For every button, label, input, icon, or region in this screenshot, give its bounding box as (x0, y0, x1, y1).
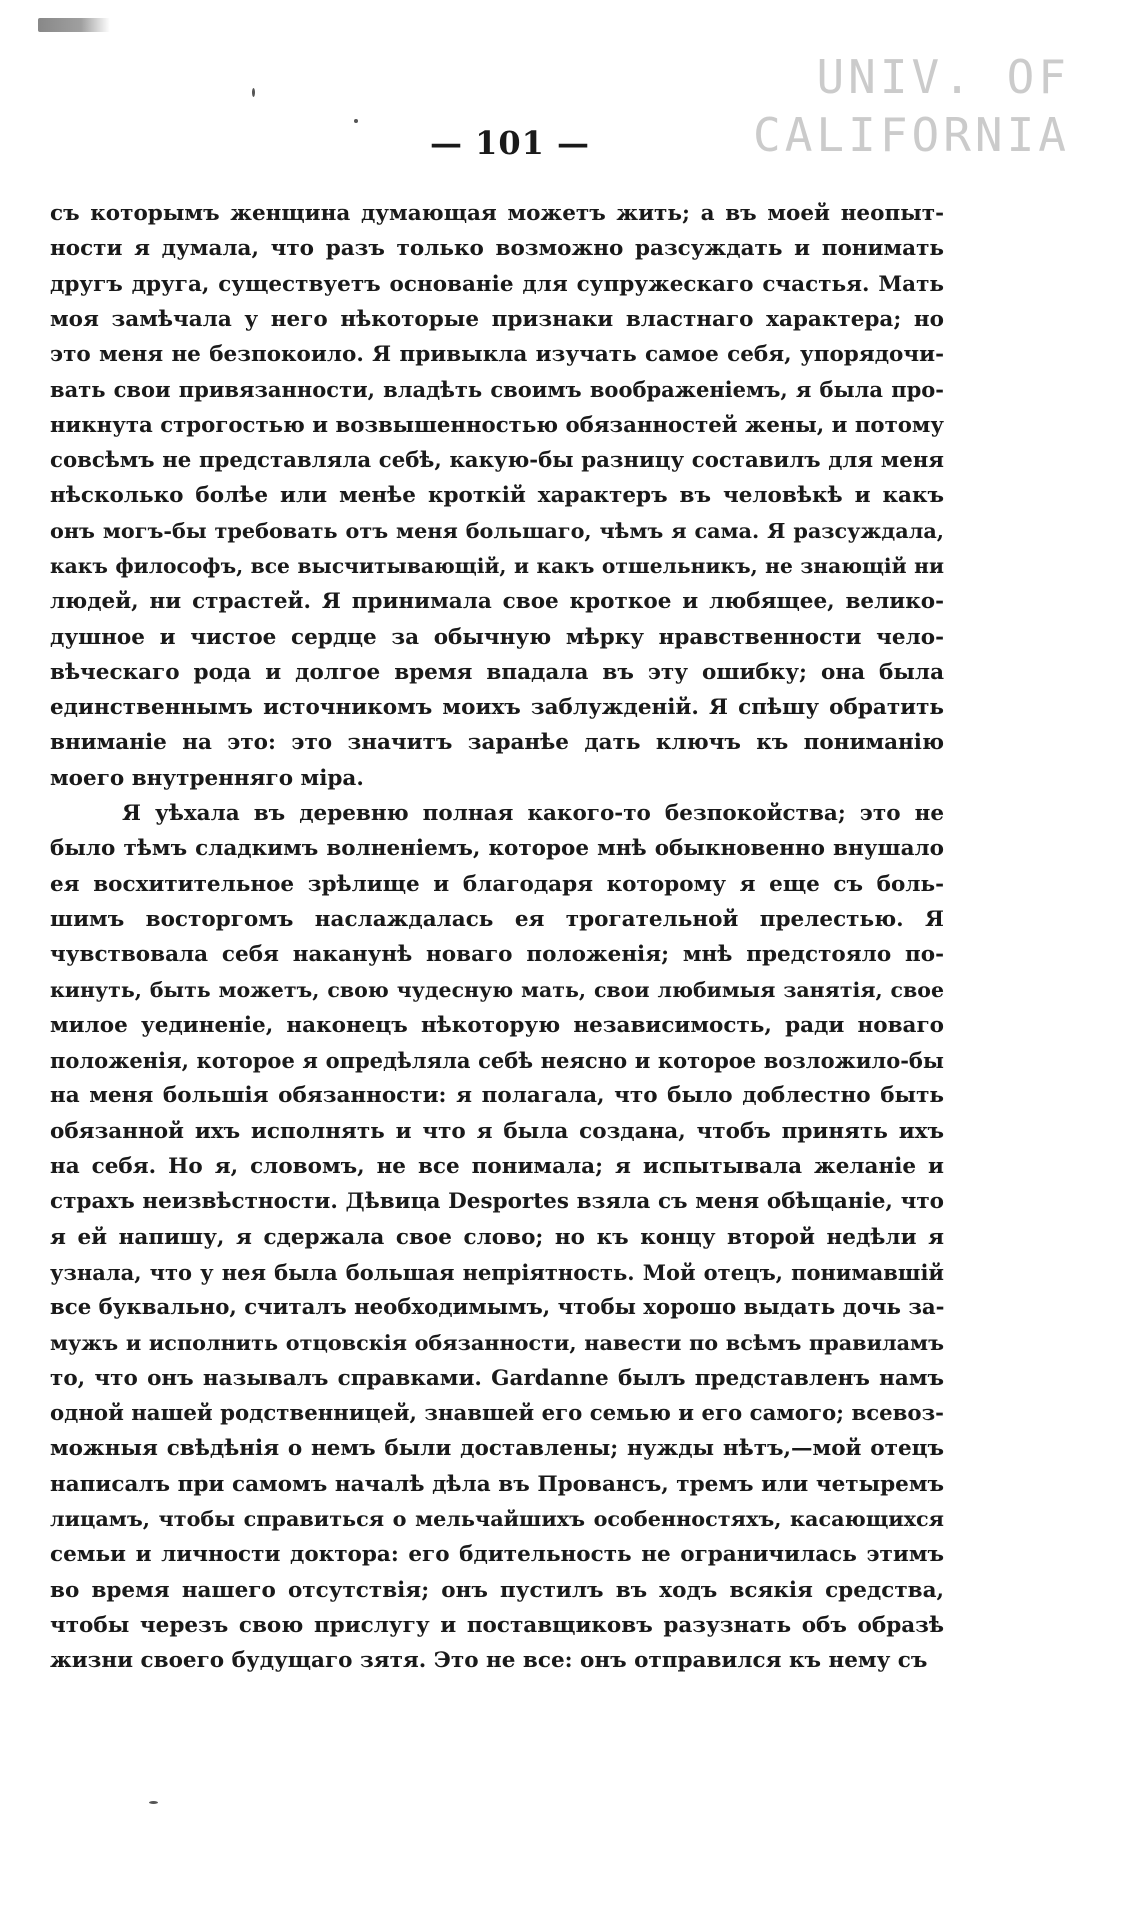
text-line: моего внутренняго міра. (50, 765, 364, 791)
text-line: единственнымъ источникомъ моихъ заблужденій. Я спѣшу обратить (50, 695, 944, 721)
ink-smudge-mark (38, 18, 110, 32)
text-line: жизни своего будущаго зятя. Это не все: онъ отправился къ нему съ (50, 1648, 928, 1674)
text-line: положенія, которое я опредѣляла себѣ неясно и которое возложило-бы (50, 1048, 944, 1074)
page-text (50, 196, 944, 1678)
text-line: узнала, что у нея была большая непріятность. Мой отецъ, понимавшій (50, 1259, 944, 1285)
text-line: вѣческаго рода и долгое время впадала въ эту ошибку; она была (50, 659, 944, 685)
text-line: другъ друга, существуетъ основаніе для супружескаго счастья. Мать (50, 271, 944, 297)
paragraph-2 (50, 796, 944, 1678)
text-line: на себя. Но я, словомъ, не все понимала; я испытывала желаніе и (50, 1154, 944, 1180)
text-line: чтобы черезъ свою прислугу и поставщиковъ разузнать объ образѣ (50, 1612, 944, 1638)
text-line: кинуть, быть можетъ, свою чудесную мать, свои любимыя занятія, свое (50, 977, 944, 1002)
text-line: на меня большія обязанности: я полагала, что было доблестно быть (50, 1083, 944, 1109)
text-line: одной нашей родственницей, знавшей его семью и его самого; всевоз- (50, 1401, 944, 1427)
text-line: все буквально, считалъ необходимымъ, чтобы хорошо выдать дочь за- (50, 1295, 945, 1321)
text-line: я ей напишу, я сдержала свое слово; но къ концу второй недѣли я (50, 1224, 944, 1250)
text-line: какъ философъ, все высчитывающій, и какъ отшельникъ, не знающій ни (50, 553, 944, 578)
text-line: ея восхитительное зрѣлище и благодаря которому я еще съ боль- (50, 871, 944, 897)
ink-speck (149, 1801, 158, 1804)
text-line: шимъ восторгомъ наслаждалась ея трогательной прелестью. Я (50, 906, 944, 932)
paragraph-1 (50, 196, 944, 796)
text-line: ности я думала, что разъ только возможно разсуждать и понимать (50, 236, 944, 262)
text-line: людей, ни страстей. Я принимала свое кроткое и любящее, велико- (50, 589, 944, 615)
library-stamp-line-2: CALIFORNIA (753, 108, 1070, 162)
text-line: лицамъ, чтобы справиться о мельчайшихъ особенностяхъ, касающихся (50, 1506, 944, 1531)
text-line: совсѣмъ не представляла себѣ, какую-бы разницу составилъ для меня (50, 448, 944, 474)
text-line: написалъ при самомъ началѣ дѣла въ Провансъ, тремъ или четыремъ (50, 1471, 944, 1497)
text-line: съ которымъ женщина думающая можетъ жить; а въ моей неопыт- (50, 201, 944, 226)
text-line: вать свои привязанности, владѣть своимъ воображеніемъ, я была про- (50, 377, 944, 403)
text-line: то, что онъ называлъ справками. Gardanne былъ представленъ намъ (50, 1365, 944, 1391)
text-line: никнута строгостью и возвышенностью обязанностей жены, и потому (50, 412, 944, 438)
text-line: вниманіе на это: это значитъ заранѣе дать ключъ къ пониманію (50, 730, 944, 756)
text-line: обязанной ихъ исполнять и что я была создана, чтобъ принять ихъ (50, 1118, 944, 1144)
text-line: во время нашего отсутствія; онъ пустилъ въ ходъ всякія средства, (50, 1577, 944, 1603)
page-number: — 101 — (429, 124, 591, 162)
text-line: моя замѣчала у него нѣкоторые признаки властнаго характера; но (50, 306, 944, 332)
text-line: онъ могъ-бы требовать отъ меня большаго, чѣмъ я сама. Я разсуждала, (50, 518, 944, 543)
text-line: можныя свѣдѣнія о немъ были доставлены; нужды нѣтъ,—мой отецъ (50, 1436, 944, 1462)
text-line: страхъ неизвѣстности. Дѣвица Desportes взяла съ меня обѣщаніе, что (50, 1189, 944, 1215)
text-line: было тѣмъ сладкимъ волненіемъ, которое мнѣ обыкновенно внушало (50, 836, 944, 862)
text-line: мужъ и исполнить отцовскія обязанности, навести по всѣмъ правиламъ (50, 1330, 944, 1355)
text-line: милое уединеніе, наконецъ нѣкоторую независимость, ради новаго (50, 1012, 944, 1038)
text-line: нѣсколько болѣе или менѣе кроткій характеръ въ человѣкѣ и какъ (50, 483, 944, 509)
text-line: Я уѣхала въ деревню полная какого-то безпокойства; это не (122, 801, 944, 827)
text-line: это меня не безпокоило. Я привыкла изучать самое себя, упорядочи- (50, 342, 944, 368)
ink-speck (252, 88, 255, 97)
library-stamp-line-1: UNIV. OF (816, 50, 1070, 104)
ink-speck (354, 119, 358, 123)
text-line: семьи и личности доктора: его бдительность не ограничилась этимъ (50, 1542, 944, 1568)
text-line: чувствовала себя наканунѣ новаго положенія; мнѣ предстояло по- (50, 942, 944, 968)
text-line: душное и чистое сердце за обычную мѣрку нравственности чело- (50, 624, 944, 650)
